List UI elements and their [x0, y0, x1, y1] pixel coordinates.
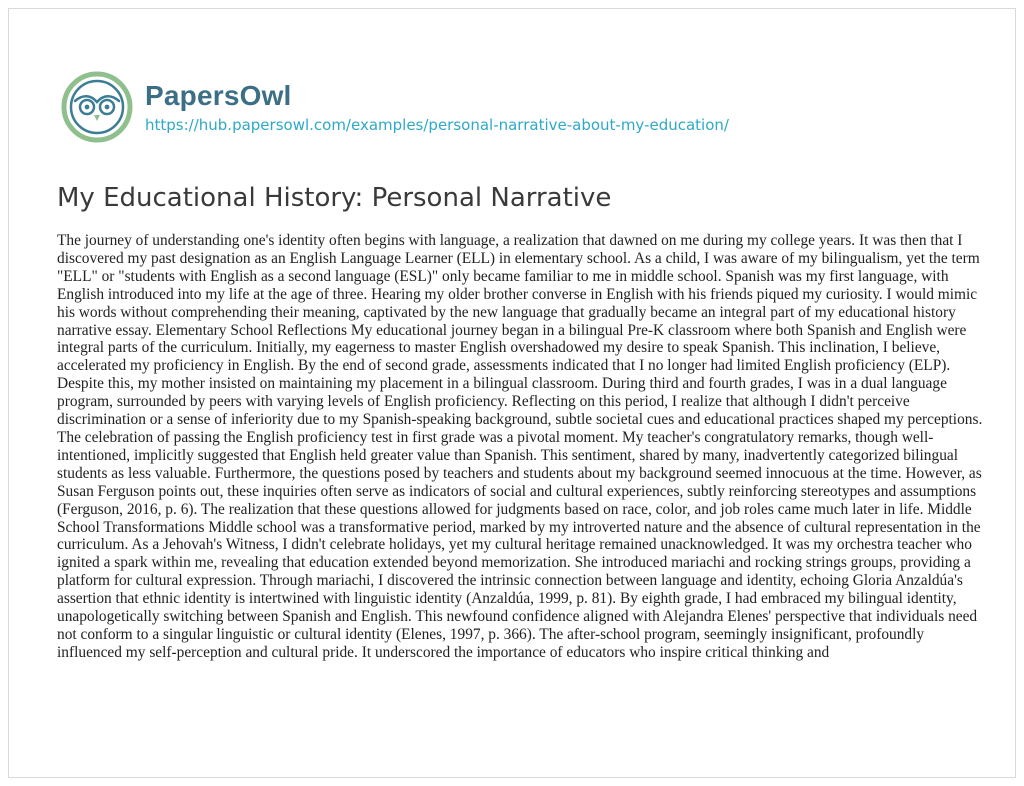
source-url-link[interactable]: https://hub.papersowl.com/examples/personal-narrative-about-my-education/ [145, 116, 729, 134]
document-page [8, 8, 1016, 778]
brand-header [57, 71, 729, 143]
page-title: My Educational History: Personal Narrative [57, 183, 612, 213]
brand-name: PapersOwl [145, 80, 292, 111]
owl-face-icon [57, 67, 137, 147]
article-body: The journey of understanding one's identity often begins with language, a realization that dawned on me during my college years. It was then that I discovered my past designation as an English Language Learner (ELL) in elementary school. As a child, I was aware of my bilingualism, yet the term "ELL" or "students with English as a second language (ESL)" only became familiar to me in middle school. Spanish was my first language, with English introduced into my life at the age of three. Hearing my older brother converse in English with his friends piqued my curiosity. I would mimic his words without comprehending their meaning, captivated by the new language that gradually became an integral part of my educational history narrative essay. Elementary School Reflections My educational journey began in a bilingual Pre-K classroom where both Spanish and English were integral parts of the curriculum. Initially, my eagerness to master English overshadowed my desire to speak Spanish. This inclination, I believe, accelerated my proficiency in English. By the end of second grade, assessments indicated that I no longer had limited English proficiency (ELP). Despite this, my mother insisted on maintaining my placement in a bilingual classroom. During third and fourth grades, I was in a dual language program, surrounded by peers with varying levels of English proficiency. Reflecting on this period, I realize that although I didn't perceive discrimination or a sense of inferiority due to my Spanish-speaking background, subtle societal cues and educational practices shaped my perceptions. The celebration of passing the English proficiency test in first grade was a pivotal moment. My teacher's congratulatory remarks, though well-intentioned, implicitly suggested that English held greater value than Spanish. This sentiment, shared by many, inadvertently categorized bilingual students as less valuable. Furthermore, the questions posed by teachers and students about my background seemed innocuous at the time. However, as Susan Ferguson points out, these inquiries often serve as indicators of social and cultural experiences, subtly reinforcing stereotypes and assumptions (Ferguson, 2016, p. 6). The realization that these questions allowed for judgments based on race, color, and job roles came much later in life. Middle School Transformations Middle school was a transformative period, marked by my introverted nature and the absence of cultural representation in the curriculum. As a Jehovah's Witness, I didn't celebrate holidays, yet my cultural heritage remained unacknowledged. It was my orchestra teacher who ignited a spark within me, revealing that education extended beyond memorization. She introduced mariachi and rocking strings groups, providing a platform for cultural expression. Through mariachi, I discovered the intrinsic connection between language and identity, echoing Gloria Anzaldúa's assertion that ethnic identity is intertwined with linguistic identity (Anzaldúa, 1999, p. 81). By eighth grade, I had embraced my bilingual identity, unapologetically switching between Spanish and English. This newfound confidence aligned with Alejandra Elenes' perspective that individuals need not conform to a singular linguistic or cultural identity (Elenes, 1997, p. 366). The after-school program, seemingly insignificant, profoundly influenced my self-perception and cultural pride. It underscored the importance of educators who inspire critical thinking and [57, 232, 983, 661]
